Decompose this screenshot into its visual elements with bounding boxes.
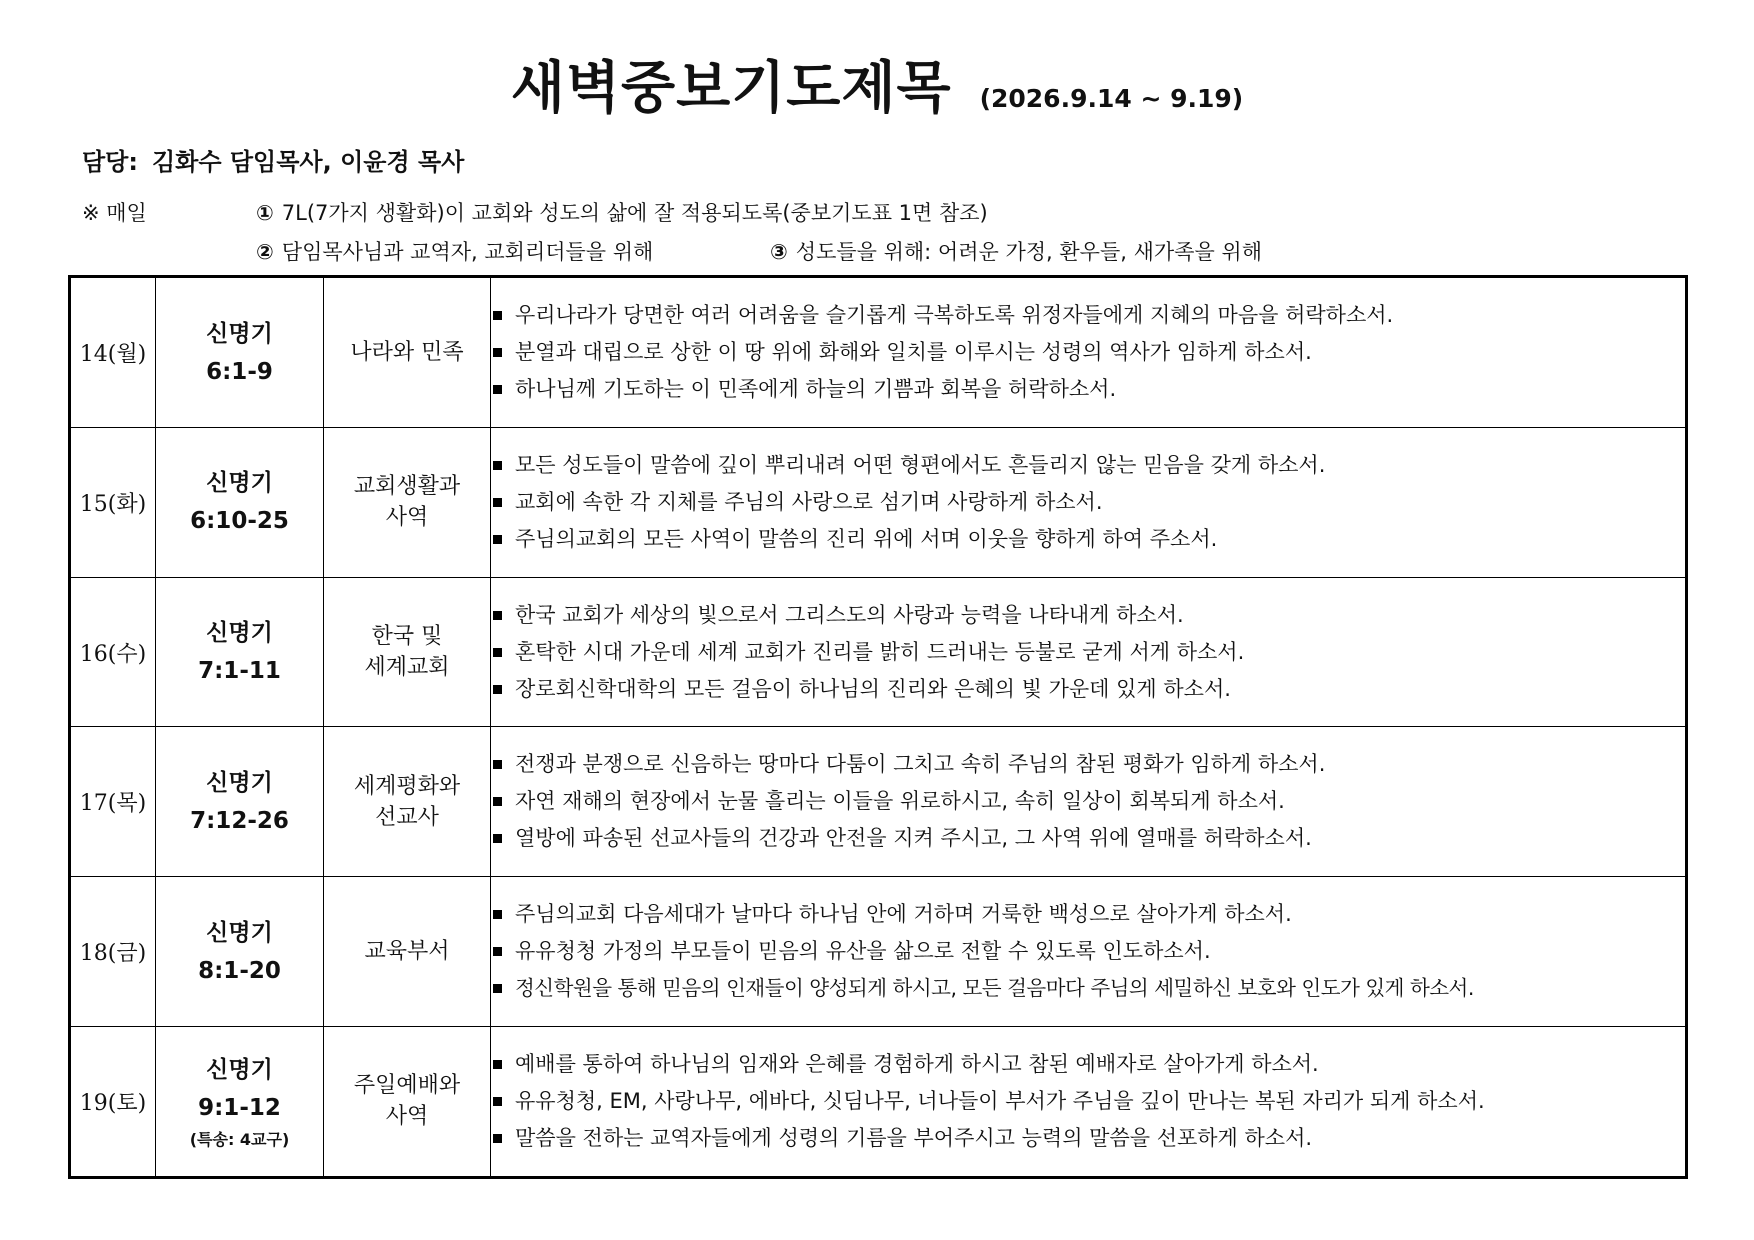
square-bullet-icon — [493, 1134, 502, 1143]
scripture-cell — [156, 428, 324, 578]
prayer-text: 교회에 속한 각 지체를 주님의 사랑으로 섬기며 사랑하게 하소서. — [515, 489, 1103, 514]
topic-line: 교육부서 — [364, 939, 450, 965]
prayer-items-cell — [491, 428, 1687, 578]
prayer-list — [491, 896, 1685, 1007]
square-bullet-icon — [493, 648, 502, 657]
square-bullet-icon — [493, 797, 502, 806]
list-item — [491, 521, 1685, 558]
prayer-text: 한국 교회가 세상의 빛으로서 그리스도의 사랑과 능력을 나타내게 하소서. — [515, 602, 1184, 627]
square-bullet-icon — [493, 535, 502, 544]
scripture-book: 신명기 — [206, 769, 273, 796]
scripture-cell — [156, 727, 324, 877]
prayer-text: 유유청청, EM, 사랑나무, 에바다, 싯딤나무, 너나들이 부서가 주님을 깊이 만나는 복된 자리가 되게 하소서. — [515, 1088, 1485, 1113]
day-cell: 16(수) — [70, 577, 156, 727]
prayer-text: 말씀을 전하는 교역자들에게 성령의 기름을 부어주시고 능력의 말씀을 선포하게 하소서. — [515, 1125, 1313, 1150]
prayer-text: 주님의교회의 모든 사역이 말씀의 진리 위에 서며 이웃을 향하게 하여 주소서. — [515, 526, 1218, 551]
list-item — [491, 297, 1685, 334]
square-bullet-icon — [493, 385, 502, 394]
scripture-cell — [156, 277, 324, 428]
prayer-items-cell — [491, 577, 1687, 727]
prayer-text: 정신학원을 통해 믿음의 인재들이 양성되게 하시고, 모든 걸음마다 주님의 세밀하신 보호와 인도가 있게 하소서. — [515, 976, 1474, 1001]
scripture-book: 신명기 — [206, 1057, 273, 1084]
square-bullet-icon — [493, 498, 502, 507]
list-item — [491, 933, 1685, 970]
prayer-items-cell — [491, 1026, 1687, 1177]
square-bullet-icon — [493, 611, 502, 620]
manager-label: 담당: — [82, 148, 138, 176]
topic-line: 세계교회 — [364, 655, 450, 681]
scripture-book: 신명기 — [206, 919, 273, 946]
table-row — [70, 577, 1687, 727]
prayer-schedule-table — [68, 275, 1688, 1179]
list-item — [491, 1120, 1685, 1157]
topic-line: 주일예배와 — [353, 1073, 461, 1099]
prayer-text: 하나님께 기도하는 이 민족에게 하늘의 기쁨과 회복을 허락하소서. — [515, 377, 1117, 402]
daily-item-text: 7L(7가지 생활화)이 교회와 성도의 삶에 잘 적용되도록(중보기도표 1면 참조) — [281, 201, 988, 225]
square-bullet-icon — [493, 685, 502, 694]
square-bullet-icon — [493, 461, 502, 470]
topic-line: 세계평화와 — [353, 773, 461, 799]
square-bullet-icon — [493, 311, 502, 320]
prayer-list — [491, 746, 1685, 857]
table-row — [70, 277, 1687, 428]
prayer-text: 우리나라가 당면한 여러 어려움을 슬기롭게 극복하도록 위정자들에게 지혜의 마음을 허락하소서. — [515, 303, 1394, 328]
title-block — [0, 44, 1754, 124]
list-item — [491, 447, 1685, 484]
table-row — [70, 1026, 1687, 1177]
square-bullet-icon — [493, 910, 502, 919]
topic-cell — [324, 1026, 491, 1177]
scripture-verses: 6:10-25 — [190, 508, 289, 535]
prayer-text: 혼탁한 시대 가운데 세계 교회가 진리를 밝히 드러내는 등불로 굳게 서게 하소서. — [515, 639, 1245, 664]
daily-item-number: ② — [256, 240, 274, 264]
scripture-book: 신명기 — [206, 320, 273, 347]
daily-item-number: ① — [256, 201, 274, 225]
square-bullet-icon — [493, 1097, 502, 1106]
table-row — [70, 428, 1687, 578]
day-cell: 15(화) — [70, 428, 156, 578]
square-bullet-icon — [493, 834, 502, 843]
prayer-text: 모든 성도들이 말씀에 깊이 뿌리내려 어떤 형편에서도 흔들리지 않는 믿음을 갖게 하소서. — [515, 452, 1326, 477]
daily-item — [256, 197, 988, 227]
table-row — [70, 877, 1687, 1027]
scripture-verses: 6:1-9 — [206, 358, 273, 385]
daily-item — [770, 236, 1262, 266]
scripture-book: 신명기 — [206, 620, 273, 647]
list-item — [491, 970, 1685, 1007]
list-item — [491, 597, 1685, 634]
prayer-text: 유유청청 가정의 부모들이 믿음의 유산을 삶으로 전할 수 있도록 인도하소서. — [515, 939, 1211, 964]
daily-item-text: 성도들을 위해: 어려운 가정, 환우들, 새가족을 위해 — [795, 240, 1262, 264]
scripture-verses: 7:12-26 — [190, 807, 289, 834]
scripture-verses: 9:1-12 — [198, 1095, 281, 1122]
list-item — [491, 634, 1685, 671]
scripture-cell — [156, 577, 324, 727]
prayer-list — [491, 297, 1685, 408]
scripture-verses: 8:1-20 — [198, 957, 281, 984]
special-song-note: (특송: 4교구) — [189, 1130, 290, 1150]
prayer-text: 전쟁과 분쟁으로 신음하는 땅마다 다툼이 그치고 속히 주님의 참된 평화가 임하게 하소서. — [515, 752, 1326, 777]
topic-line: 나라와 민족 — [350, 340, 464, 366]
topic-cell — [324, 577, 491, 727]
prayer-text: 분열과 대립으로 상한 이 땅 위에 화해와 일치를 이루시는 성령의 역사가 임하게 하소서. — [515, 340, 1312, 365]
scripture-cell — [156, 877, 324, 1027]
prayer-text: 열방에 파송된 선교사들의 건강과 안전을 지켜 주시고, 그 사역 위에 열매를 허락하소서. — [515, 826, 1312, 851]
square-bullet-icon — [493, 348, 502, 357]
manager-line — [82, 142, 464, 177]
prayer-items-cell — [491, 277, 1687, 428]
table-row — [70, 727, 1687, 877]
prayer-list — [491, 1046, 1685, 1157]
daily-item — [256, 236, 653, 266]
topic-line: 한국 및 — [371, 624, 443, 650]
scripture-verses: 7:1-11 — [198, 658, 281, 685]
list-item — [491, 783, 1685, 820]
topic-line: 선교사 — [375, 804, 439, 830]
topic-cell — [324, 277, 491, 428]
topic-line: 사역 — [385, 505, 429, 531]
list-item — [491, 371, 1685, 408]
prayer-items-cell — [491, 727, 1687, 877]
prayer-text: 자연 재해의 현장에서 눈물 흘리는 이들을 위로하시고, 속히 일상이 회복되게 하소서. — [515, 789, 1285, 814]
square-bullet-icon — [493, 760, 502, 769]
list-item — [491, 820, 1685, 857]
manager-names: 김화수 담임목사, 이윤경 목사 — [151, 148, 465, 176]
prayer-items-cell — [491, 877, 1687, 1027]
topic-line: 교회생활과 — [353, 474, 461, 500]
scripture-cell — [156, 1026, 324, 1177]
daily-item-number: ③ — [770, 240, 788, 264]
day-cell: 18(금) — [70, 877, 156, 1027]
page-title: 새벽중보기도제목 — [510, 56, 952, 121]
date-range: (2026.9.14 ~ 9.19) — [979, 84, 1244, 113]
prayer-text: 주님의교회 다음세대가 날마다 하나님 안에 거하며 거룩한 백성으로 살아가게 하소서. — [515, 902, 1292, 927]
prayer-text: 장로회신학대학의 모든 걸음이 하나님의 진리와 은혜의 빛 가운데 있게 하소서. — [515, 676, 1231, 701]
daily-item-text: 담임목사님과 교역자, 교회리더들을 위해 — [281, 240, 654, 264]
square-bullet-icon — [493, 947, 502, 956]
topic-line: 사역 — [385, 1104, 429, 1130]
scripture-book: 신명기 — [206, 470, 273, 497]
prayer-list — [491, 447, 1685, 558]
list-item — [491, 746, 1685, 783]
list-item — [491, 334, 1685, 371]
list-item — [491, 671, 1685, 708]
prayer-text: 예배를 통하여 하나님의 임재와 은혜를 경험하게 하시고 참된 예배자로 살아가게 하소서. — [515, 1051, 1319, 1076]
topic-cell — [324, 428, 491, 578]
square-bullet-icon — [493, 1060, 502, 1069]
list-item — [491, 896, 1685, 933]
topic-cell — [324, 877, 491, 1027]
daily-label: ※ 매일 — [82, 201, 147, 225]
list-item — [491, 484, 1685, 521]
day-cell: 19(토) — [70, 1026, 156, 1177]
list-item — [491, 1046, 1685, 1083]
topic-cell — [324, 727, 491, 877]
square-bullet-icon — [493, 984, 502, 993]
prayer-list — [491, 597, 1685, 708]
day-cell: 14(월) — [70, 277, 156, 428]
day-cell: 17(목) — [70, 727, 156, 877]
list-item — [491, 1083, 1685, 1120]
